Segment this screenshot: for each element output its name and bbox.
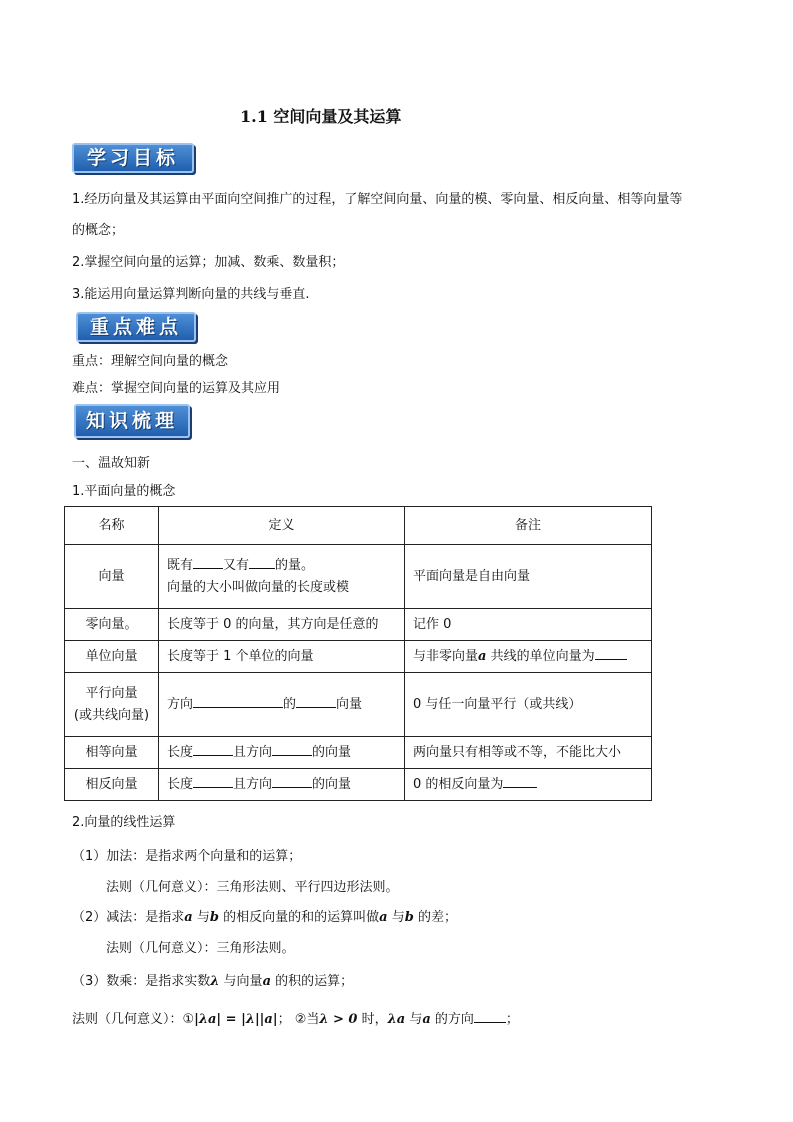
row-vector-def-line1 (167, 555, 396, 577)
table-row (65, 641, 652, 673)
math-var: b (209, 910, 219, 925)
row-zero-name: 零向量。 (65, 609, 159, 641)
fill-blank (193, 556, 223, 569)
def-text: 既有 (167, 557, 194, 573)
row-vector-def (159, 545, 405, 609)
table-row (65, 737, 652, 769)
fill-blank (296, 695, 336, 708)
rule-text: 的方向 (434, 1012, 474, 1027)
addition-rule: 法则（几何意义）：三角形法则、平行四边形法则。 (106, 880, 399, 895)
subtraction-rule: 法则（几何意义）：三角形法则。 (106, 941, 295, 956)
objectives-badge: 学习目标 (72, 143, 194, 173)
scalar-mult-rule (72, 1008, 519, 1027)
math-var: a (262, 974, 271, 989)
key-points-badge: 重点难点 (76, 312, 196, 342)
def-text: 长度 (167, 744, 194, 760)
math-var: a (478, 648, 487, 664)
objective-1: 1.经历向量及其运算由平面向空间推广的过程，了解空间向量、向量的模、零向量、相反向量、相等向量等 (72, 192, 683, 207)
table-row (65, 545, 652, 609)
focus-text: 重点：理解空间向量的概念 (72, 354, 229, 369)
plane-vector-heading: 1.平面向量的概念 (72, 484, 176, 499)
math-var: λa (387, 1012, 406, 1027)
math-var: a (184, 910, 193, 925)
row-vector-name: 向量 (65, 545, 159, 609)
def-text: 的 (283, 696, 297, 712)
row-unit-def: 长度等于 1 个单位的向量 (159, 641, 405, 673)
row-unit-name: 单位向量 (65, 641, 159, 673)
objective-2: 2.掌握空间向量的运算；加减、数乘、数量积； (72, 255, 345, 270)
math-var: b (404, 910, 414, 925)
name-line: 平行向量 (85, 685, 138, 701)
rule-text: 法则（几何意义）：① (72, 1012, 195, 1027)
objective-3: 3.能运用向量运算判断向量的共线与垂直. (72, 287, 310, 302)
fill-blank (272, 743, 312, 756)
addition-text: （1）加法：是指求两个向量和的运算； (72, 849, 302, 864)
def-text: 长度 (167, 776, 194, 792)
table-row (65, 673, 652, 737)
header-name: 名称 (65, 507, 159, 545)
def-text: 方向 (167, 696, 194, 712)
sub-text: 与 (196, 910, 210, 925)
rule-text: 时， (361, 1012, 388, 1027)
rule-text: ； (505, 1012, 519, 1027)
row-equal-def (159, 737, 405, 769)
header-note: 备注 (405, 507, 652, 545)
note-text: 共线的单位向量为 (490, 648, 595, 664)
table-row (65, 609, 652, 641)
fill-blank (193, 695, 283, 708)
sub-text: （2）减法：是指求 (72, 910, 185, 925)
def-text: 的向量 (312, 744, 352, 760)
fill-blank (503, 775, 537, 788)
def-text: 的向量 (312, 776, 352, 792)
row-unit-note (405, 641, 652, 673)
mul-text: （3）数乘：是指求实数 (72, 974, 211, 989)
name-line: (或共线向量) (73, 707, 150, 723)
difficulty-text: 难点：掌握空间向量的运算及其应用 (72, 381, 281, 396)
note-text: 0 的相反向量为 (413, 776, 504, 792)
def-text: 又有 (223, 557, 250, 573)
row-vector-note: 平面向量是自由向量 (405, 545, 652, 609)
def-text: 向量 (336, 696, 363, 712)
row-equal-note: 两向量只有相等或不等，不能比大小 (405, 737, 652, 769)
def-text: 且方向 (233, 776, 273, 792)
row-vector-def-line2: 向量的大小叫做向量的长度或模 (167, 579, 350, 595)
fill-blank (595, 647, 627, 660)
row-equal-name: 相等向量 (65, 737, 159, 769)
row-opposite-def (159, 769, 405, 801)
knowledge-badge: 知识梳理 (74, 404, 190, 438)
row-parallel-def (159, 673, 405, 737)
fill-blank (272, 775, 312, 788)
subtraction-text (72, 906, 457, 925)
review-heading: 一、温故知新 (72, 456, 151, 471)
math-var: λ (210, 974, 220, 989)
vector-concept-table (64, 506, 652, 801)
note-text: 与非零向量 (413, 648, 479, 664)
fill-blank (193, 743, 233, 756)
table-header-row (65, 507, 652, 545)
fill-blank (249, 556, 275, 569)
math-formula: λ > 0 (319, 1012, 358, 1027)
mul-text: 的积的运算； (275, 974, 354, 989)
row-opposite-name: 相反向量 (65, 769, 159, 801)
row-parallel-name (65, 673, 159, 737)
rule-text: ； ②当 (277, 1012, 320, 1027)
scalar-mult-text (72, 970, 353, 989)
page-title: 1.1 空间向量及其运算 (240, 107, 402, 126)
fill-blank (193, 775, 233, 788)
objective-1-cont: 的概念； (72, 223, 125, 238)
def-text: 的量。 (275, 557, 315, 573)
linear-ops-heading: 2.向量的线性运算 (72, 815, 176, 830)
math-var: a (379, 910, 388, 925)
mul-text: 与向量 (223, 974, 263, 989)
row-parallel-note: 0 与任一向量平行（或共线） (405, 673, 652, 737)
rule-text: 与 (409, 1012, 423, 1027)
sub-text: 的相反向量的和的运算叫做 (223, 910, 380, 925)
header-definition: 定义 (159, 507, 405, 545)
row-opposite-note (405, 769, 652, 801)
sub-text: 与 (391, 910, 405, 925)
table-row (65, 769, 652, 801)
math-formula: |λa| = |λ||a| (194, 1012, 278, 1027)
math-var: a (422, 1012, 431, 1027)
sub-text: 的差； (417, 910, 457, 925)
def-text: 且方向 (233, 744, 273, 760)
row-zero-note: 记作 0 (405, 609, 652, 641)
row-zero-def: 长度等于 0 的向量，其方向是任意的 (159, 609, 405, 641)
fill-blank (474, 1010, 506, 1023)
